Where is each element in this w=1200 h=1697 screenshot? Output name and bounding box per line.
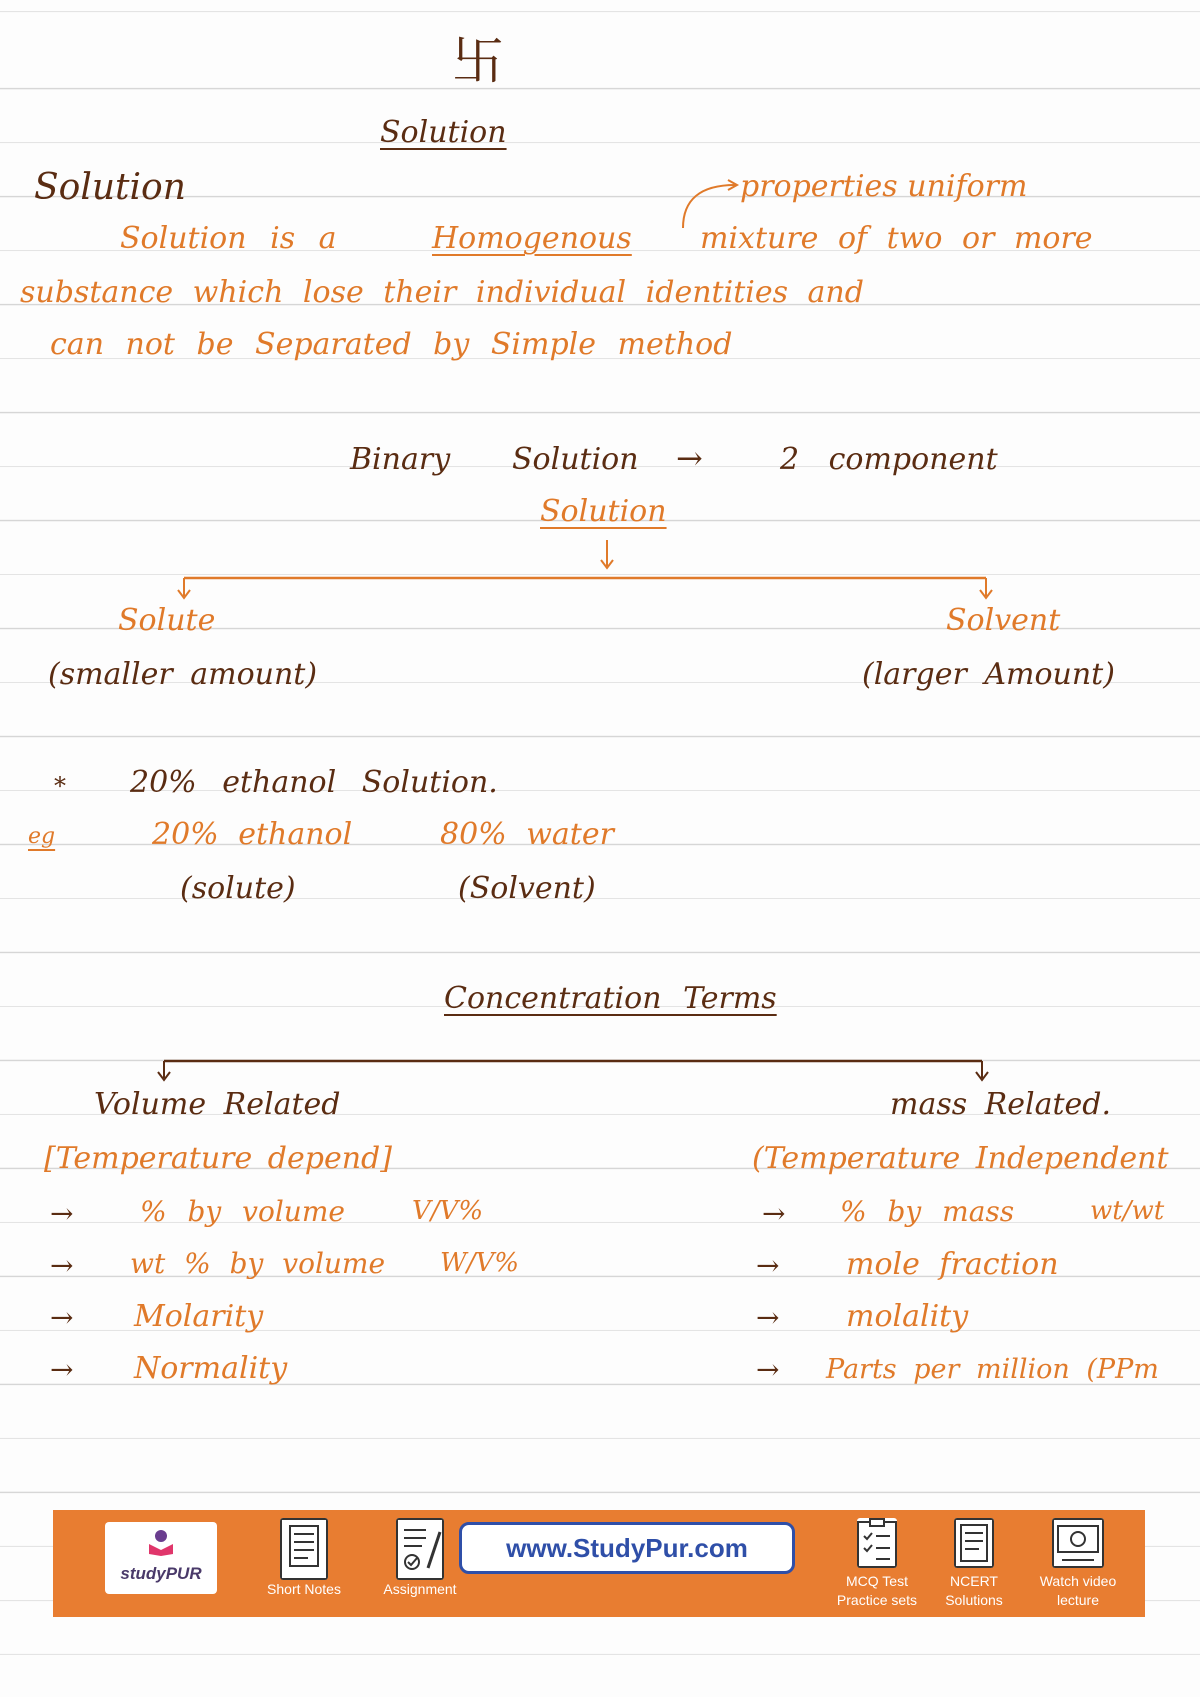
mass-item: molality [846,1299,969,1334]
definition-line1-end: mixture of two or more [700,221,1093,256]
mass-item: Parts per million (PPm [826,1354,1159,1385]
binary-right: 2 component [780,442,998,477]
mass-note: (Temperature Independent [752,1141,1169,1176]
volume-item-abbr: V/V% [412,1196,484,1226]
video-lecture-icon [1052,1518,1104,1568]
short-notes-label: Short Notes [267,1581,341,1597]
concentration-title: Concentration Terms [444,981,777,1016]
solvent-note: (larger Amount) [862,657,1115,692]
example-part2-role: (Solvent) [458,871,596,906]
binary-left: Binary [350,442,451,477]
volume-title: Volume Related [94,1087,341,1122]
volume-item: Normality [134,1351,288,1386]
short-notes-link[interactable] [249,1518,359,1599]
watch-video-link[interactable] [1023,1518,1133,1610]
volume-arrow: → [50,1249,74,1282]
volume-arrow: → [50,1197,74,1230]
solute-note: (smaller amount) [48,657,318,692]
example-part2: 80% water [440,817,614,852]
mass-arrow: → [756,1353,780,1386]
page-heading: Solution [380,115,507,150]
definition-line2: substance which lose their individual identities and [20,275,864,310]
swastik-symbol: 卐 [452,32,505,92]
mass-item-abbr: wt/wt [1090,1196,1165,1226]
website-link[interactable]: www.StudyPur.com [459,1522,795,1574]
document-icon [954,1518,994,1568]
checklist-icon [857,1518,897,1568]
ncert-line1: NCERT [950,1573,998,1589]
ncert-solutions-link[interactable] [929,1518,1019,1610]
mass-arrow: → [762,1197,786,1230]
example-statement: 20% ethanol Solution. [130,765,498,800]
section-title: Solution [34,167,186,208]
volume-item: % by volume [140,1195,345,1228]
volume-item: Molarity [134,1299,264,1334]
example-part1: 20% ethanol [152,817,353,852]
definition-line1-start: Solution is a [120,221,337,256]
volume-arrow: → [50,1301,74,1334]
ncert-line2: Solutions [945,1592,1003,1608]
assignment-icon [396,1518,444,1580]
tree-root: Solution [540,494,667,529]
volume-note: [Temperature depend] [44,1141,392,1176]
logo-text: studyPUR [120,1564,202,1583]
studypur-logo[interactable] [105,1522,217,1594]
mcq-test-link[interactable] [827,1518,927,1610]
video-line1: Watch video [1039,1573,1117,1589]
example-bullet: * [54,772,66,800]
assignment-label: Assignment [383,1581,457,1597]
mcq-line1: MCQ Test [846,1573,908,1589]
definition-keyword: Homogenous [432,221,632,256]
volume-item: wt % by volume [130,1247,386,1280]
definition-line3: can not be Separated by Simple method [50,327,733,362]
mass-title: mass Related. [890,1087,1112,1122]
eg-label: eg [28,824,56,849]
video-line2: lecture [1056,1592,1100,1608]
mcq-line2: Practice sets [836,1592,918,1608]
mass-arrow: → [756,1301,780,1334]
notes-icon [280,1518,328,1580]
footer-banner [53,1510,1145,1617]
annotation-note: properties uniform [740,169,1028,204]
mass-arrow: → [756,1249,780,1282]
reader-icon [147,1528,175,1556]
binary-middle: Solution [512,442,639,477]
volume-arrow: → [50,1353,74,1386]
volume-item-abbr: W/V% [440,1248,519,1278]
binary-arrow: → [676,439,703,477]
solvent-label: Solvent [946,603,1061,638]
example-part1-role: (solute) [180,871,296,906]
solute-label: Solute [118,603,216,638]
mass-item: % by mass [840,1195,1015,1228]
mass-item: mole fraction [846,1247,1059,1282]
